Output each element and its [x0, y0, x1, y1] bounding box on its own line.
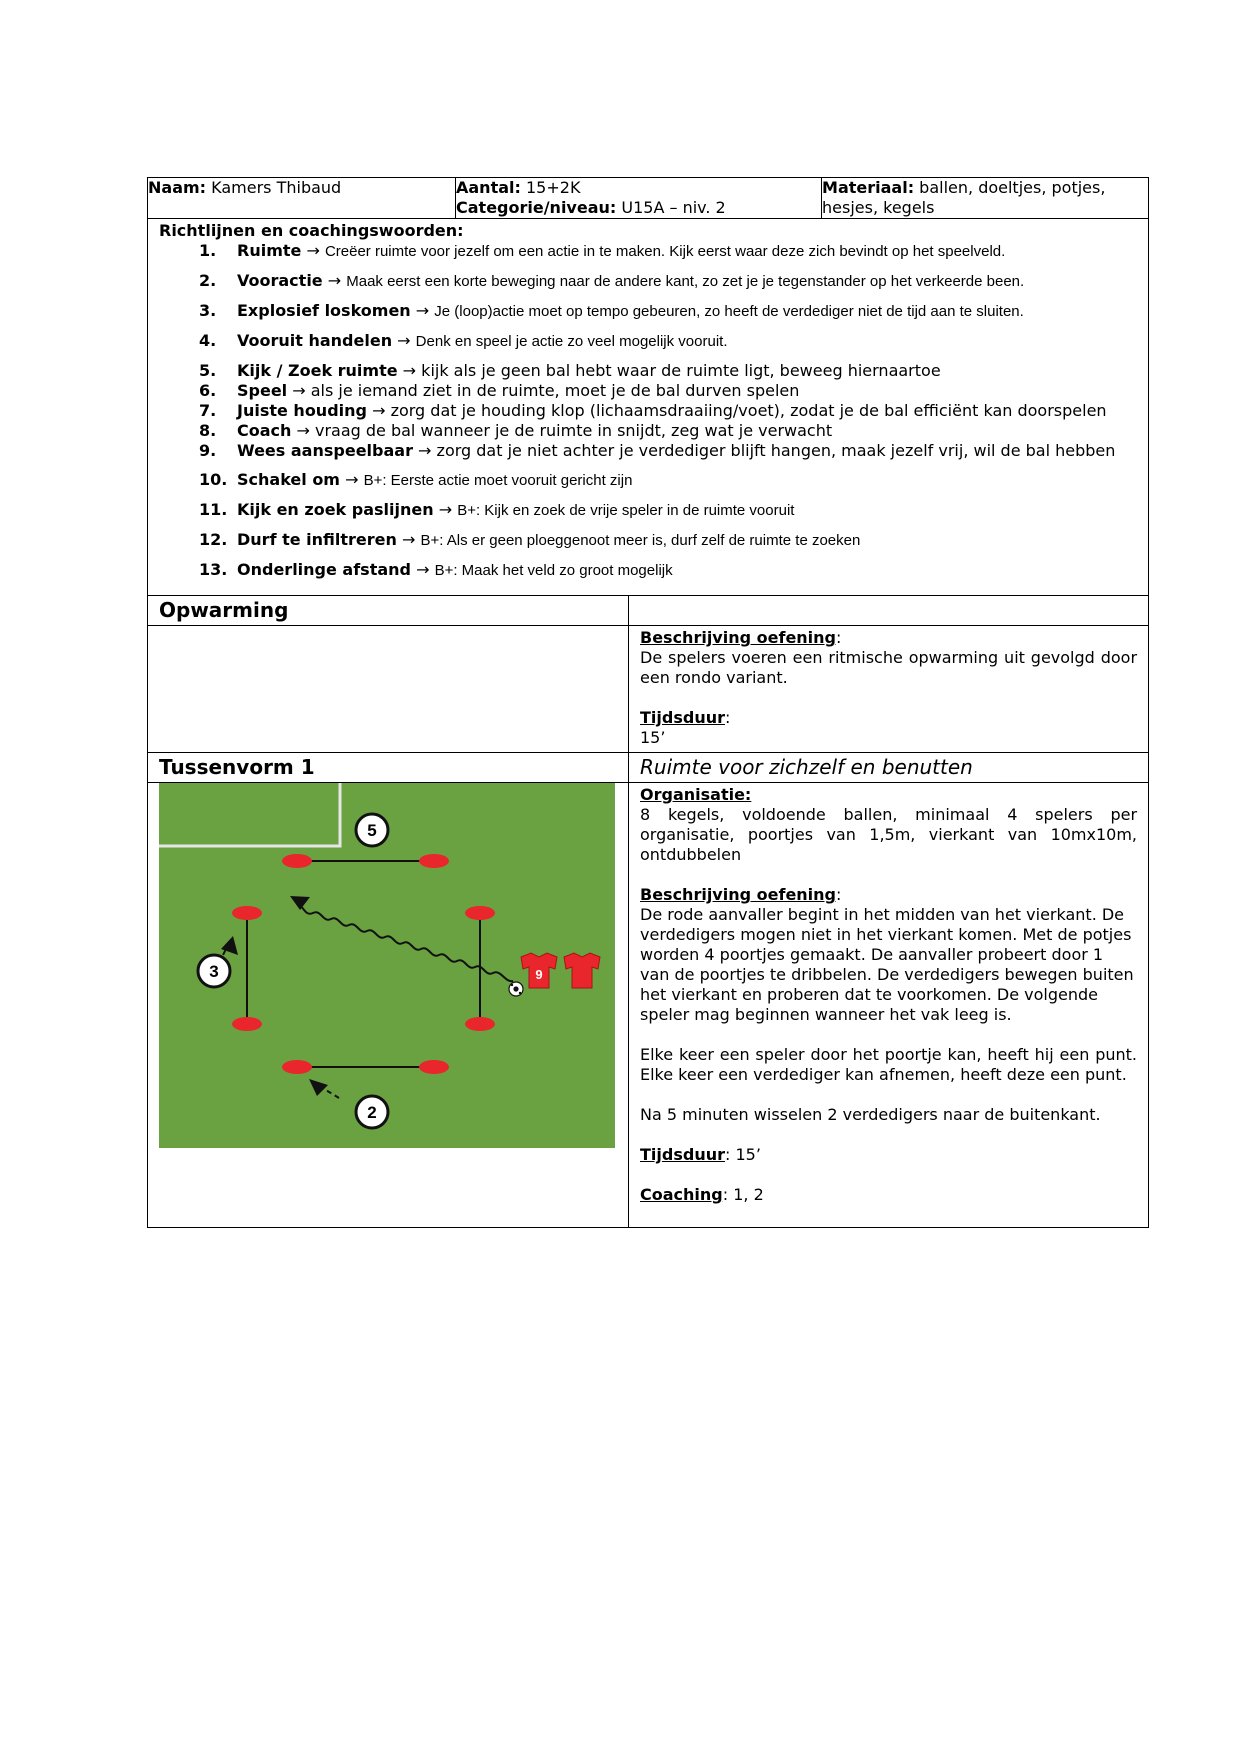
- aantal-label: Aantal:: [456, 178, 521, 197]
- guideline-term: Coach: [237, 421, 292, 440]
- tv-time-label: Tijdsduur: [640, 1145, 725, 1164]
- exercise-diagram: [159, 783, 615, 1148]
- guideline-item: 5. Kijk / Zoek ruimte → kijk als je geen bal hebt waar de ruimte ligt, beweeg hiernaartoe: [199, 361, 941, 380]
- document-page: [147, 177, 1148, 1228]
- guideline-item: 1. Ruimte → Creëer ruimte voor jezelf om een actie in te maken. Kijk eerst waar deze zich bevindt op het speelveld.: [199, 241, 1006, 260]
- guideline-text: kijk als je geen bal hebt waar de ruimte ligt, beweeg hiernaartoe: [421, 361, 941, 380]
- warmup-image-empty: [148, 626, 629, 753]
- guideline-text: B+: Kijk en zoek de vrije speler in de ruimte vooruit: [457, 502, 795, 519]
- guideline-text: Denk en speel je actie zo veel mogelijk vooruit.: [415, 333, 728, 350]
- warmup-title-row: [148, 596, 1149, 626]
- ball-icon: [509, 982, 523, 996]
- shirt-number: 9: [535, 967, 543, 982]
- warmup-desc-label: Beschrijving oefening: [640, 628, 837, 647]
- guideline-term: Kijk en zoek paslijnen: [237, 500, 434, 519]
- org-label: Organisatie:: [640, 785, 752, 804]
- guideline-term: Ruimte: [237, 241, 302, 260]
- guideline-number: 13.: [199, 560, 228, 579]
- defender-2: [356, 1096, 388, 1128]
- tv-time-value: 15’: [730, 1145, 761, 1164]
- guideline-item: 4. Vooruit handelen → Denk en speel je actie zo veel mogelijk vooruit.: [199, 331, 728, 350]
- warmup-time-value: 15’: [640, 728, 666, 747]
- guideline-number: 3.: [199, 301, 217, 320]
- guideline-item: 8. Coach → vraag de bal wanneer je de ruimte in snijdt, zeg wat je verwacht: [199, 421, 833, 440]
- guideline-text: zorg dat je houding klop (lichaamsdraaiing/voet), zodat je de bal efficiënt kan doorspelen: [390, 401, 1107, 420]
- tussenvorm-subtitle: Ruimte voor zichzelf en benutten: [629, 753, 1149, 783]
- guideline-term: Durf te infiltreren: [237, 530, 397, 549]
- guideline-number: 12.: [199, 530, 228, 549]
- exercise-diagram-cell: [148, 783, 629, 1228]
- guideline-item: 3. Explosief loskomen → Je (loop)actie moet op tempo gebeuren, zo heeft de verdediger niet de tijd aan te sluiten.: [199, 301, 1024, 320]
- tv-switch-text: Na 5 minuten wisselen 2 verdedigers naar de buitenkant.: [640, 1105, 1101, 1124]
- guideline-text: B+: Als er geen ploeggenoot meer is, durf zelf de ruimte te zoeken: [420, 532, 861, 549]
- warmup-title: Opwarming: [148, 596, 629, 626]
- defender-label-5: 5: [367, 821, 377, 840]
- guideline-number: 7.: [199, 401, 217, 420]
- guideline-number: 8.: [199, 421, 217, 440]
- guideline-item: 10. Schakel om → B+: Eerste actie moet vooruit gericht zijn: [199, 470, 633, 489]
- tussenvorm-body-row: [148, 783, 1149, 1228]
- warmup-subtitle-empty: [629, 596, 1149, 626]
- guideline-number: 11.: [199, 500, 228, 519]
- defender-label-3: 3: [209, 962, 219, 981]
- guideline-text: Maak eerst een korte beweging naar de andere kant, zo zet je je tegenstander op het verkeerde been.: [346, 273, 1025, 290]
- guideline-term: Explosief loskomen: [237, 301, 411, 320]
- org-text: 8 kegels, voldoende ballen, minimaal 4 spelers per organisatie, poortjes van 1,5m, vierkant van 10mx10m, ontdubbelen: [640, 805, 1138, 864]
- guideline-text: Creëer ruimte voor jezelf om een actie in te maken. Kijk eerst waar deze zich bevindt op het speelveld.: [324, 243, 1006, 260]
- guideline-text: Je (loop)actie moet op tempo gebeuren, zo heeft de verdediger niet de tijd aan te sluiten.: [434, 303, 1024, 320]
- tv-points-text: Elke keer een speler door het poortje kan, heeft hij een punt. Elke keer een verdediger kan afnemen, heeft deze een punt.: [640, 1045, 1138, 1084]
- guideline-term: Vooruit handelen: [237, 331, 393, 350]
- aantal-value: 15+2K: [520, 178, 581, 197]
- tussenvorm-title-row: [148, 753, 1149, 783]
- guideline-term: Kijk / Zoek ruimte: [237, 361, 398, 380]
- cone: [419, 1060, 449, 1074]
- tv-coaching-value: 1, 2: [728, 1185, 764, 1204]
- guideline-term: Schakel om: [237, 470, 340, 489]
- cone: [465, 906, 495, 920]
- training-sheet: [147, 177, 1149, 1228]
- guidelines-row: [148, 219, 1149, 596]
- guideline-number: 1.: [199, 241, 217, 260]
- guidelines-cell: [148, 219, 1149, 596]
- aantal-cell: [456, 178, 822, 219]
- defender-3: [198, 955, 230, 987]
- defender-5: [356, 814, 388, 846]
- materiaal-value: ballen, doeltjes, potjes, hesjes, kegels: [822, 178, 1106, 217]
- naam-label: Naam:: [148, 178, 207, 197]
- guideline-item: 9. Wees aanspeelbaar → zorg dat je niet achter je verdediger blijft hangen, maak jezelf vrij, wil de bal hebben: [199, 441, 1116, 460]
- categorie-value: U15A – niv. 2: [616, 198, 726, 217]
- guideline-item: 7. Juiste houding → zorg dat je houding klop (lichaamsdraaiing/voet), zodat je de bal efficiënt kan doorspelen: [199, 401, 1107, 420]
- defender-label-2: 2: [367, 1103, 377, 1122]
- guideline-number: 9.: [199, 441, 217, 460]
- cone: [232, 1017, 262, 1031]
- tussenvorm-description: Organisatie: 8 kegels, voldoende ballen, minimaal 4 spelers per organisatie, poortjes van 1,5m, vierkant van 10mx10m, ontdubbelen Beschrijving oefening: De rode aanvaller begint in het midden van het vierkant. De verdedigers mogen niet in het vierkant komen. Met de potjes worden 4 poortjes gemaakt. De aanvaller probeert door 1 van de poortjes te dribbelen. De verdedigers bewegen buiten het vierkant en proberen dat te voorkomen. De volgende speler mag beginnen wanneer het vak leeg is. Elke keer een speler door het poortje kan, heeft hij een punt. Elke keer een verdediger kan afnemen, heeft deze een punt. Na 5 minuten wisselen 2 verdedigers naar de buitenkant. Tijdsduur: 15’ Coaching: 1, 2: [629, 783, 1149, 1228]
- guideline-number: 4.: [199, 331, 217, 350]
- tv-desc-label: Beschrijving oefening: [640, 885, 837, 904]
- cone: [465, 1017, 495, 1031]
- cone: [419, 854, 449, 868]
- guideline-text: als je iemand ziet in de ruimte, moet je de bal durven spelen: [310, 381, 800, 400]
- guideline-item: 6. Speel → als je iemand ziet in de ruimte, moet je de bal durven spelen: [199, 381, 800, 400]
- tv-desc-text: De rode aanvaller begint in het midden van het vierkant. De verdedigers mogen niet in het vierkant komen. Met de potjes worden 4 poortjes gemaakt. De aanvaller probeert door 1 van de poortjes te dribbelen. De verdedigers bewegen buiten het vierkant en proberen dat te voorkomen. De volgende speler mag beginnen wanneer het vak leeg is.: [640, 905, 1134, 1024]
- guideline-term: Juiste houding: [237, 401, 367, 420]
- guideline-number: 6.: [199, 381, 217, 400]
- guideline-text: B+: Eerste actie moet vooruit gericht zijn: [363, 472, 633, 489]
- guideline-text: vraag de bal wanneer je de ruimte in snijdt, zeg wat je verwacht: [314, 421, 833, 440]
- warmup-body-row: [148, 626, 1149, 753]
- cone: [232, 906, 262, 920]
- guideline-number: 5.: [199, 361, 217, 380]
- guideline-text: zorg dat je niet achter je verdediger blijft hangen, maak jezelf vrij, wil de bal hebben: [436, 441, 1116, 460]
- guideline-text: B+: Maak het veld zo groot mogelijk: [434, 562, 673, 579]
- warmup-time-label: Tijdsduur: [640, 708, 725, 727]
- cone: [282, 854, 312, 868]
- categorie-label: Categorie/niveau:: [456, 198, 617, 217]
- guidelines-title: Richtlijnen en coachingswoorden:: [159, 221, 464, 240]
- guideline-item: 12. Durf te infiltreren → B+: Als er geen ploeggenoot meer is, durf zelf de ruimte te zoeken: [199, 530, 861, 549]
- header-row: [148, 178, 1149, 219]
- guideline-term: Speel: [237, 381, 288, 400]
- guideline-term: Wees aanspeelbaar: [237, 441, 413, 460]
- tv-coaching-label: Coaching: [640, 1185, 723, 1204]
- guidelines-list: [159, 241, 1137, 581]
- tussenvorm-title: Tussenvorm 1: [148, 753, 629, 783]
- guideline-item: 11. Kijk en zoek paslijnen → B+: Kijk en zoek de vrije speler in de ruimte vooruit: [199, 500, 795, 519]
- naam-cell: [148, 178, 456, 219]
- cone: [282, 1060, 312, 1074]
- materiaal-cell: [822, 178, 1149, 219]
- guideline-number: 2.: [199, 271, 217, 290]
- naam-value: Kamers Thibaud: [206, 178, 342, 197]
- guideline-term: Onderlinge afstand: [237, 560, 411, 579]
- warmup-description: Beschrijving oefening: De spelers voeren een ritmische opwarming uit gevolgd door een rondo variant. Tijdsduur: 15’: [629, 626, 1149, 753]
- guideline-number: 10.: [199, 470, 228, 489]
- warmup-desc-text: De spelers voeren een ritmische opwarming uit gevolgd door een rondo variant.: [640, 648, 1138, 687]
- guideline-term: Vooractie: [237, 271, 323, 290]
- materiaal-label: Materiaal:: [822, 178, 915, 197]
- guideline-item: 2. Vooractie → Maak eerst een korte beweging naar de andere kant, zo zet je je tegenstander op het verkeerde been.: [199, 271, 1025, 290]
- guideline-item: 13. Onderlinge afstand → B+: Maak het veld zo groot mogelijk: [199, 560, 673, 579]
